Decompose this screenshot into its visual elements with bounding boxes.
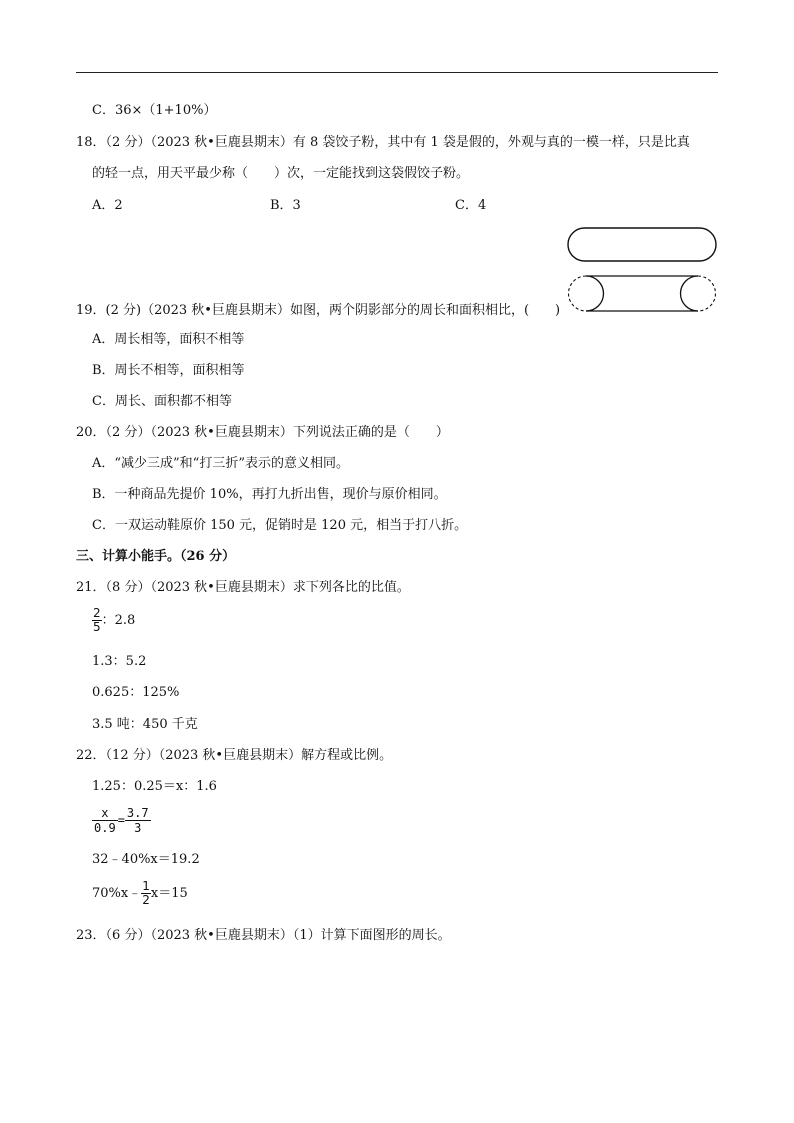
q22-stem: 22．（12 分）（2023 秋•巨鹿县期末）解方程或比例。 [76, 748, 393, 763]
q20-option-c: C．一双运动鞋原价 150 元，促销时是 120 元，相当于打八折。 [92, 518, 468, 533]
header-rule [76, 72, 718, 73]
q21-item1-fraction [92, 607, 102, 634]
q21-item1-numerator: 2 [93, 606, 101, 620]
q22-item2-equals: = [117, 813, 125, 827]
q22-item4-pre: 70%x﹣ [92, 886, 142, 901]
section3-title: 三、计算小能手。（26 分） [76, 549, 236, 564]
q22-item4-post: x＝15 [150, 886, 188, 901]
q22-item4 [92, 880, 188, 907]
q21-item1-denominator: 5 [93, 620, 101, 634]
q22-item2 [92, 806, 151, 835]
q21-item2: 1.3：5.2 [92, 654, 147, 669]
q21-item1 [92, 607, 135, 634]
q19-stem: 19．(2 分)（2023 秋•巨鹿县期末）如图，两个阴影部分的周长和面积相比，( ) [76, 303, 561, 318]
q18-option-b: B．3 [270, 198, 301, 213]
q22-item2-left-denominator: 0.9 [94, 821, 116, 835]
q22-item2-right-numerator: 3.7 [126, 806, 149, 820]
q21-item4: 3.5 吨：450 千克 [92, 717, 198, 732]
q18-stem-line1: 18．（2 分）（2023 秋•巨鹿县期末）有 8 袋饺子粉，其中有 1 袋是假的，外观与真的一模一样，只是比真 [76, 135, 690, 150]
q20-option-b: B．一种商品先提价 10%，再打九折出售，现价与原价相同。 [92, 487, 447, 502]
q22-item2-left-fraction [92, 806, 118, 835]
q17-option-c: C．36×（1+10%） [92, 103, 217, 118]
q19-option-c: C．周长、面积都不相等 [92, 394, 232, 409]
q21-stem: 21．（8 分）（2023 秋•巨鹿县期末）求下列各比的比值。 [76, 580, 410, 595]
q19-option-b: B．周长不相等，面积相等 [92, 363, 245, 378]
q18-option-a: A．2 [92, 198, 123, 213]
q23-stem: 23．（6 分）（2023 秋•巨鹿县期末）（1）计算下面图形的周长。 [76, 928, 451, 943]
q18-stem-line2: 的轻一点，用天平最少称（ ）次，一定能找到这袋假饺子粉。 [92, 166, 470, 181]
q22-item2-right-fraction [125, 806, 151, 835]
q20-option-a: A．“减少三成”和“打三折”表示的意义相同。 [92, 456, 349, 471]
q19-figure [560, 222, 722, 318]
q19-figure-right-solid-arc [681, 276, 699, 311]
q22-item3: 32﹣40%x＝19.2 [92, 852, 200, 867]
q18-option-c: C．4 [455, 198, 487, 213]
q21-item3: 0.625：125% [92, 685, 180, 700]
q19-figure-right-dashed-arc [698, 276, 716, 311]
q19-figure-left-dashed-arc [569, 276, 587, 311]
q19-figure-top-rounded-rect [568, 228, 716, 261]
q22-item4-denominator: 2 [142, 893, 150, 907]
q22-item4-numerator: 1 [142, 879, 150, 893]
q22-item1: 1.25：0.25＝x：1.6 [92, 779, 217, 794]
q19-figure-left-solid-arc [586, 276, 604, 311]
q20-stem: 20．（2 分）（2023 秋•巨鹿县期末）下列说法正确的是（ ） [76, 425, 449, 440]
q19-option-a: A．周长相等，面积不相等 [92, 332, 245, 347]
q22-item2-left-numerator: x [92, 806, 118, 821]
q22-item2-right-denominator: 3 [134, 821, 142, 835]
q21-item1-rest: ：2.8 [101, 613, 136, 628]
q22-item4-fraction [141, 880, 151, 907]
